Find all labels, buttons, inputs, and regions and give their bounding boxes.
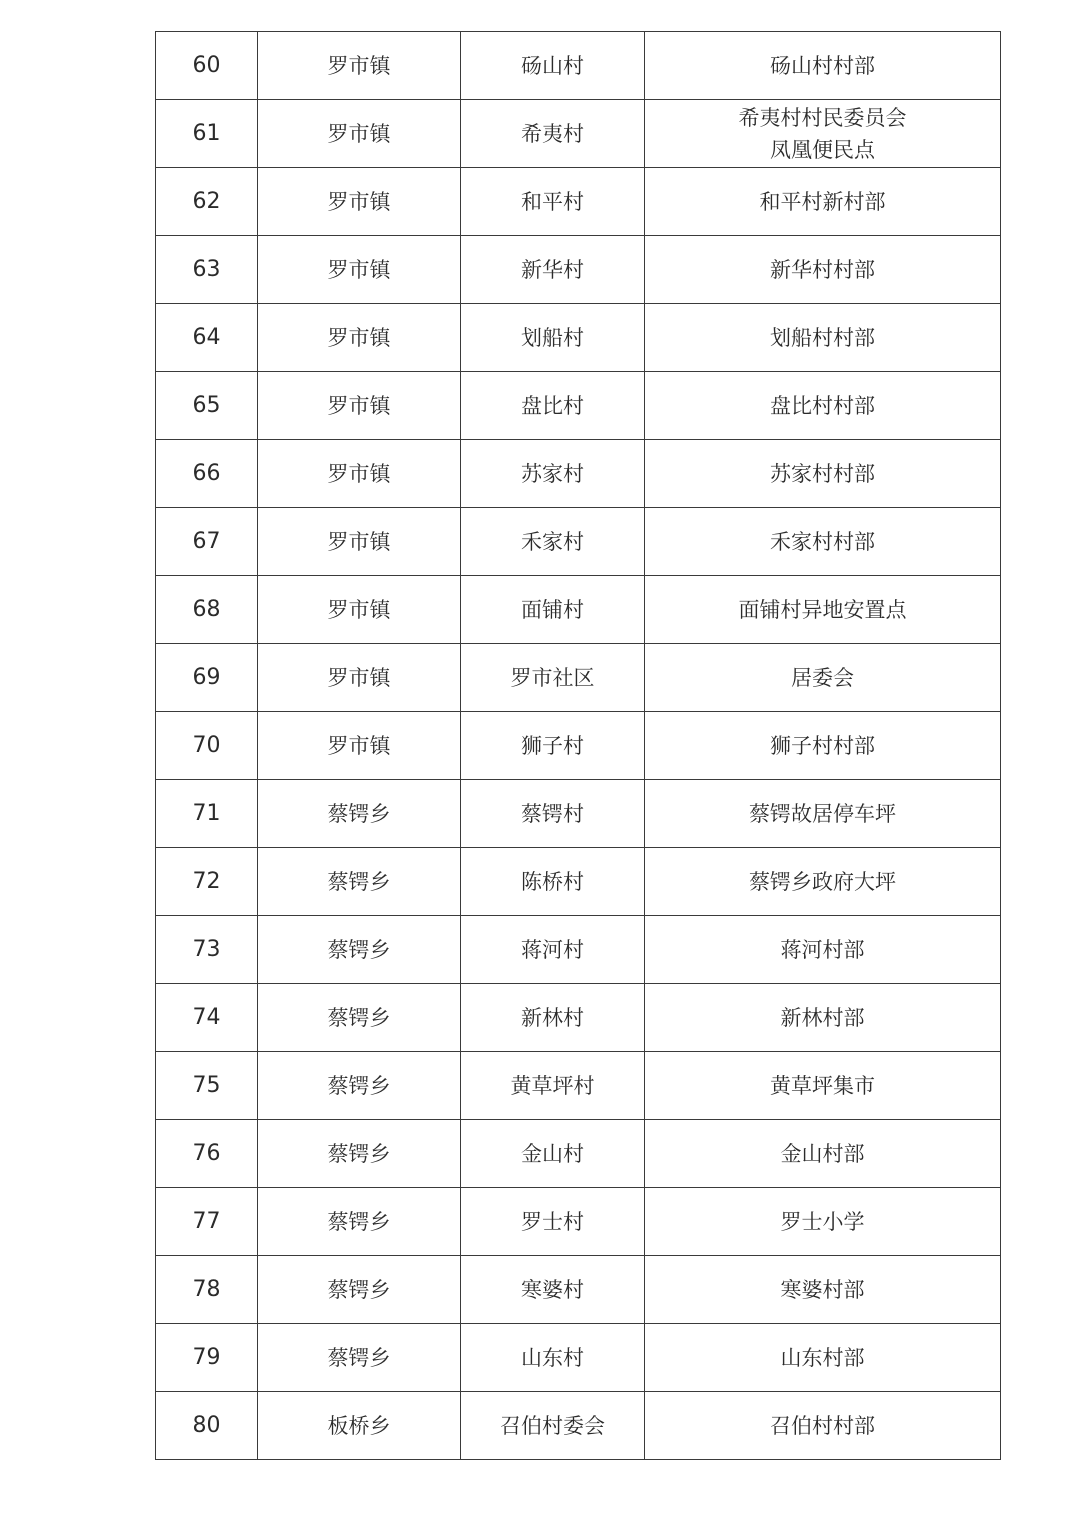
row-number-cell: 66 xyxy=(156,440,258,508)
town-cell: 罗市镇 xyxy=(258,508,461,576)
row-number-cell: 63 xyxy=(156,236,258,304)
village-cell: 罗士村 xyxy=(461,1188,645,1256)
table-row xyxy=(156,236,1001,304)
town-cell: 罗市镇 xyxy=(258,168,461,236)
data-table-container xyxy=(155,31,1000,1460)
site-line: 盘比村村部 xyxy=(770,393,875,418)
table-row xyxy=(156,780,1001,848)
town-cell: 蔡锷乡 xyxy=(258,916,461,984)
town-cell: 蔡锷乡 xyxy=(258,984,461,1052)
site-line: 和平村新村部 xyxy=(759,189,886,214)
village-cell: 黄草坪村 xyxy=(461,1052,645,1120)
village-cell: 金山村 xyxy=(461,1120,645,1188)
site-cell xyxy=(645,1120,1001,1188)
town-cell: 罗市镇 xyxy=(258,440,461,508)
site-cell xyxy=(645,1188,1001,1256)
village-cell: 蔡锷村 xyxy=(461,780,645,848)
village-cell: 希夷村 xyxy=(461,100,645,168)
table-row xyxy=(156,372,1001,440)
village-cell: 苏家村 xyxy=(461,440,645,508)
village-cell: 狮子村 xyxy=(461,712,645,780)
site-line: 禾家村村部 xyxy=(770,529,875,554)
table-row xyxy=(156,508,1001,576)
row-number-cell: 78 xyxy=(156,1256,258,1324)
village-cell: 蒋河村 xyxy=(461,916,645,984)
site-cell xyxy=(645,1256,1001,1324)
row-number-cell: 73 xyxy=(156,916,258,984)
site-cell xyxy=(645,168,1001,236)
row-number-cell: 60 xyxy=(156,32,258,100)
table-row xyxy=(156,1188,1001,1256)
site-cell xyxy=(645,916,1001,984)
table-row xyxy=(156,168,1001,236)
table-row xyxy=(156,1052,1001,1120)
row-number-cell: 71 xyxy=(156,780,258,848)
town-cell: 罗市镇 xyxy=(258,236,461,304)
site-cell xyxy=(645,984,1001,1052)
town-cell: 罗市镇 xyxy=(258,576,461,644)
table-row xyxy=(156,848,1001,916)
site-cell xyxy=(645,1052,1001,1120)
row-number-cell: 69 xyxy=(156,644,258,712)
row-number-cell: 76 xyxy=(156,1120,258,1188)
town-cell: 罗市镇 xyxy=(258,32,461,100)
row-number-cell: 75 xyxy=(156,1052,258,1120)
site-line: 山东村部 xyxy=(780,1345,865,1370)
row-number-cell: 74 xyxy=(156,984,258,1052)
village-cell: 面铺村 xyxy=(461,576,645,644)
row-number-cell: 77 xyxy=(156,1188,258,1256)
village-cell: 山东村 xyxy=(461,1324,645,1392)
site-cell xyxy=(645,100,1001,168)
village-site-table xyxy=(155,31,1001,1460)
table-row xyxy=(156,32,1001,100)
row-number-cell: 79 xyxy=(156,1324,258,1392)
table-row xyxy=(156,100,1001,168)
row-number-cell: 67 xyxy=(156,508,258,576)
site-line: 苏家村村部 xyxy=(770,461,875,486)
table-body xyxy=(156,32,1001,1460)
town-cell: 罗市镇 xyxy=(258,372,461,440)
village-cell: 禾家村 xyxy=(461,508,645,576)
village-cell: 盘比村 xyxy=(461,372,645,440)
village-cell: 召伯村委会 xyxy=(461,1392,645,1460)
row-number-cell: 80 xyxy=(156,1392,258,1460)
site-line: 面铺村异地安置点 xyxy=(738,597,907,622)
site-cell xyxy=(645,848,1001,916)
site-cell xyxy=(645,440,1001,508)
site-line: 新华村村部 xyxy=(770,257,875,282)
table-row xyxy=(156,1120,1001,1188)
site-line: 蔡锷故居停车坪 xyxy=(749,801,896,826)
site-cell xyxy=(645,372,1001,440)
row-number-cell: 64 xyxy=(156,304,258,372)
town-cell: 蔡锷乡 xyxy=(258,780,461,848)
table-row xyxy=(156,984,1001,1052)
table-row xyxy=(156,1392,1001,1460)
table-row xyxy=(156,440,1001,508)
town-cell: 板桥乡 xyxy=(258,1392,461,1460)
site-cell xyxy=(645,1392,1001,1460)
table-row xyxy=(156,1256,1001,1324)
table-row xyxy=(156,1324,1001,1392)
town-cell: 罗市镇 xyxy=(258,304,461,372)
village-cell: 陈桥村 xyxy=(461,848,645,916)
site-line: 居委会 xyxy=(791,665,854,690)
site-line: 黄草坪集市 xyxy=(770,1073,875,1098)
site-cell xyxy=(645,508,1001,576)
table-row xyxy=(156,644,1001,712)
village-cell: 新华村 xyxy=(461,236,645,304)
village-cell: 罗市社区 xyxy=(461,644,645,712)
site-cell xyxy=(645,712,1001,780)
town-cell: 蔡锷乡 xyxy=(258,848,461,916)
village-cell: 新林村 xyxy=(461,984,645,1052)
site-cell xyxy=(645,32,1001,100)
town-cell: 蔡锷乡 xyxy=(258,1052,461,1120)
site-line: 蒋河村部 xyxy=(780,937,865,962)
village-cell: 和平村 xyxy=(461,168,645,236)
site-line: 狮子村村部 xyxy=(770,733,875,758)
table-row xyxy=(156,712,1001,780)
row-number-cell: 70 xyxy=(156,712,258,780)
table-row xyxy=(156,916,1001,984)
site-line: 罗士小学 xyxy=(780,1209,865,1234)
village-cell: 砀山村 xyxy=(461,32,645,100)
row-number-cell: 62 xyxy=(156,168,258,236)
site-line: 希夷村村民委员会 xyxy=(738,105,907,130)
town-cell: 罗市镇 xyxy=(258,644,461,712)
site-cell xyxy=(645,236,1001,304)
village-cell: 寒婆村 xyxy=(461,1256,645,1324)
town-cell: 罗市镇 xyxy=(258,712,461,780)
site-line: 划船村村部 xyxy=(770,325,875,350)
site-cell xyxy=(645,576,1001,644)
site-cell xyxy=(645,304,1001,372)
town-cell: 蔡锷乡 xyxy=(258,1324,461,1392)
site-line: 新林村部 xyxy=(780,1005,865,1030)
row-number-cell: 72 xyxy=(156,848,258,916)
row-number-cell: 68 xyxy=(156,576,258,644)
site-cell xyxy=(645,780,1001,848)
town-cell: 蔡锷乡 xyxy=(258,1188,461,1256)
site-line: 召伯村村部 xyxy=(770,1413,875,1438)
town-cell: 蔡锷乡 xyxy=(258,1120,461,1188)
site-line: 凤凰便民点 xyxy=(770,137,875,162)
site-line: 寒婆村部 xyxy=(780,1277,865,1302)
table-row xyxy=(156,304,1001,372)
town-cell: 罗市镇 xyxy=(258,100,461,168)
table-row xyxy=(156,576,1001,644)
site-line: 蔡锷乡政府大坪 xyxy=(749,869,896,894)
site-cell xyxy=(645,644,1001,712)
site-cell xyxy=(645,1324,1001,1392)
site-line: 金山村部 xyxy=(780,1141,865,1166)
site-line: 砀山村村部 xyxy=(770,53,875,78)
row-number-cell: 61 xyxy=(156,100,258,168)
row-number-cell: 65 xyxy=(156,372,258,440)
town-cell: 蔡锷乡 xyxy=(258,1256,461,1324)
village-cell: 划船村 xyxy=(461,304,645,372)
